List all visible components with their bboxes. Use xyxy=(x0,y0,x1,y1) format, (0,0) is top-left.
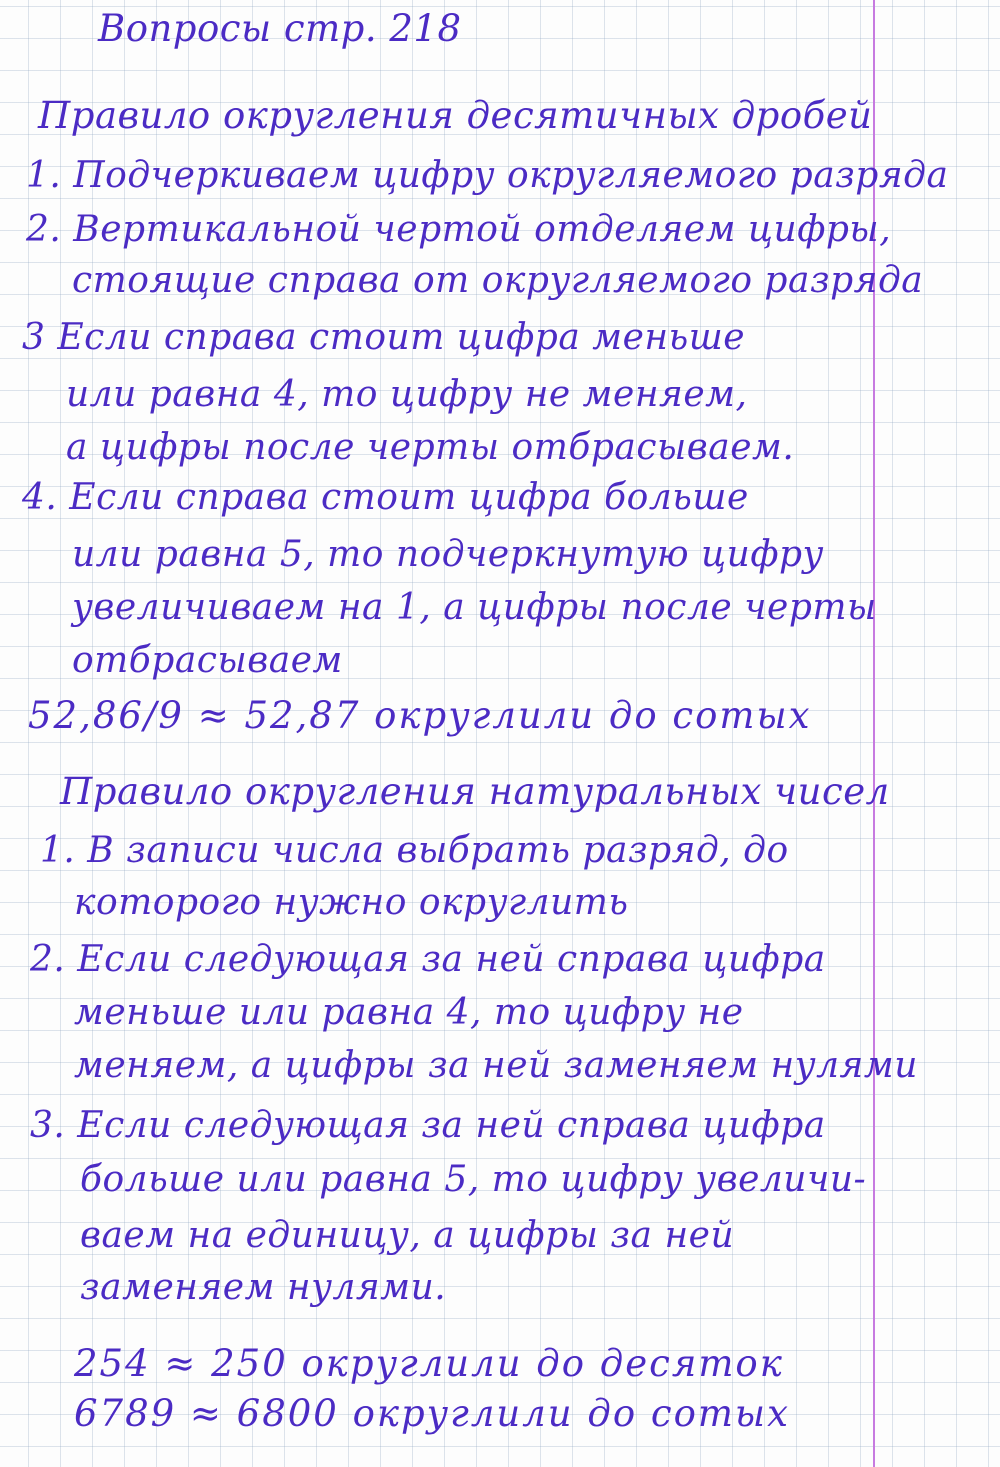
decimal-rule-line: отбрасываем xyxy=(72,640,343,681)
natural-rule-line: ваем на единицу, а цифры за ней xyxy=(80,1215,735,1256)
natural-rule-title: Правило округления натуральных чисел xyxy=(60,770,890,813)
natural-rule-line: 3. Если следующая за ней справа цифра xyxy=(30,1105,826,1146)
decimal-rule-line: или равна 5, то подчеркнутую цифру xyxy=(72,534,824,575)
natural-rule-line: заменяем нулями. xyxy=(80,1267,447,1308)
natural-rule-line: 1. В записи числа выбрать разряд, до xyxy=(40,830,789,871)
decimal-rule-title: Правило округления десятичных дробей xyxy=(38,94,873,137)
decimal-example: 52,86/9 ≈ 52,87 округлили до сотых xyxy=(28,694,812,737)
decimal-rule-line: 4. Если справа стоит цифра больше xyxy=(22,477,749,518)
natural-example: 6789 ≈ 6800 округлили до сотых xyxy=(74,1392,790,1435)
decimal-rule-line: 2. Вертикальной чертой отделяем цифры, xyxy=(26,209,892,250)
natural-example: 254 ≈ 250 округлили до десяток xyxy=(74,1342,784,1385)
decimal-rule-line: а цифры после черты отбрасываем. xyxy=(66,427,795,468)
page-header: Вопросы стр. 218 xyxy=(98,7,462,50)
decimal-rule-line: увеличиваем на 1, а цифры после черты xyxy=(72,587,877,628)
natural-rule-line: которого нужно округлить xyxy=(74,882,629,923)
natural-rule-line: меньше или равна 4, то цифру не xyxy=(74,992,744,1033)
natural-rule-line: меняем, а цифры за ней заменяем нулями xyxy=(74,1045,918,1086)
decimal-rule-line: стоящие справа от округляемого разряда xyxy=(72,260,924,301)
natural-rule-line: больше или равна 5, то цифру увеличи- xyxy=(80,1159,867,1200)
decimal-rule-line: 1. Подчеркиваем цифру округляемого разряда xyxy=(26,155,949,196)
decimal-rule-line: или равна 4, то цифру не меняем, xyxy=(66,374,748,415)
natural-rule-line: 2. Если следующая за ней справа цифра xyxy=(30,939,826,980)
decimal-rule-line: 3 Если справа стоит цифра меньше xyxy=(22,317,746,358)
